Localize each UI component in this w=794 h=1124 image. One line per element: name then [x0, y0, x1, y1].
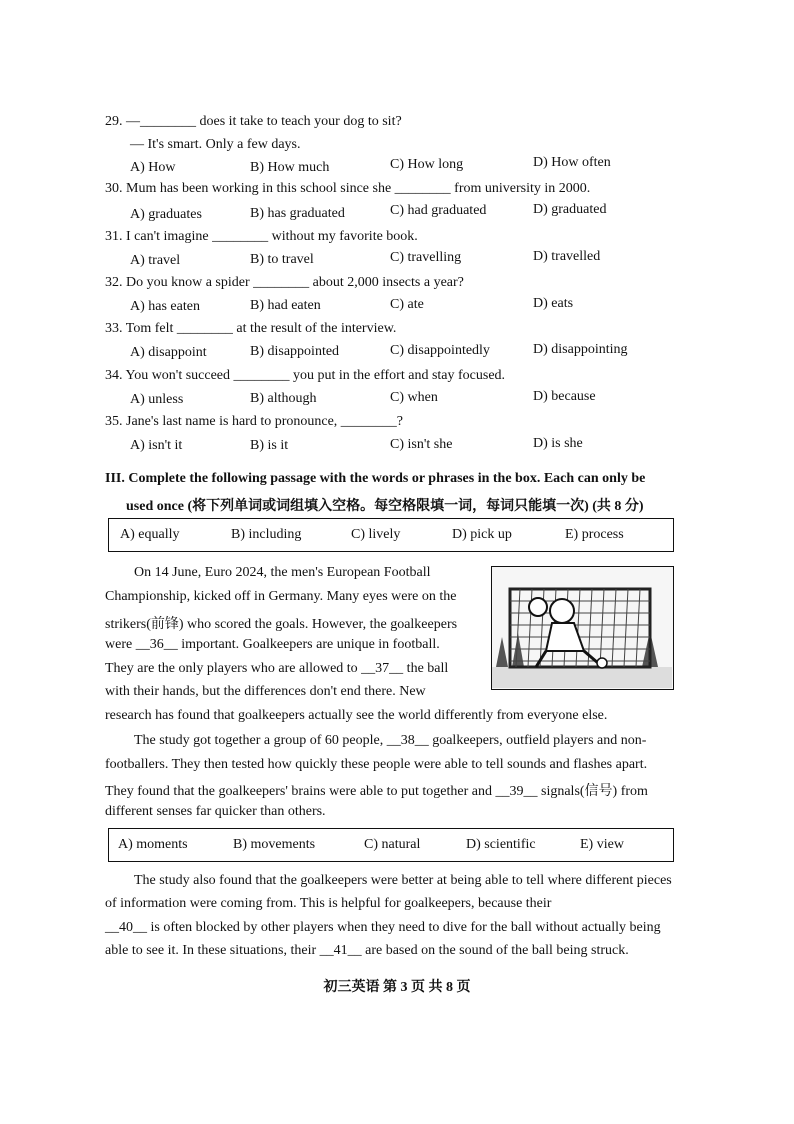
passage1-line: research has found that goalkeepers actually see the world differently from everyone else.: [105, 708, 608, 723]
passage2-line: footballers. They then tested how quickly these people were able to tell sounds and flashes apart.: [105, 757, 648, 772]
q33-option-a: A) disappoint: [130, 345, 207, 360]
passage3-line: The study also found that the goalkeepers were better at being able to tell where different pieces: [134, 873, 672, 888]
question-32-stem: 32. Do you know a spider ________ about 2,000 insects a year?: [105, 275, 464, 290]
q30-option-c: C) had graduated: [390, 203, 487, 218]
question-33-stem: 33. Tom felt ________ at the result of the interview.: [105, 321, 397, 336]
passage3-line: __40__ is often blocked by other players when they need to dive for the ball without actually being: [105, 920, 661, 935]
box1-word-e: E) process: [565, 527, 624, 542]
q34-option-c: C) when: [390, 390, 438, 405]
q34-option-d: D) because: [533, 389, 596, 404]
passage3-line: able to see it. In these situations, their __41__ are based on the sound of the ball being struck.: [105, 943, 629, 958]
box2-word-d: D) scientific: [466, 837, 536, 852]
page-footer: 初三英语 第 3 页 共 8 页: [323, 980, 471, 995]
section-3-heading: III. Complete the following passage with the words or phrases in the box. Each can only be: [105, 471, 646, 486]
q32-option-b: B) had eaten: [250, 298, 321, 313]
box2-word-c: C) natural: [364, 837, 421, 852]
passage2-line: The study got together a group of 60 people, __38__ goalkeepers, outfield players and non-: [134, 733, 647, 748]
box1-word-a: A) equally: [120, 527, 180, 542]
passage2-line: different senses far quicker than others.: [105, 804, 326, 819]
passage1-line: They are the only players who are allowed to __37__ the ball: [105, 661, 449, 676]
q29-option-b: B) How much: [250, 160, 330, 175]
q35-option-c: C) isn't she: [390, 437, 453, 452]
q31-option-c: C) travelling: [390, 250, 462, 265]
box2-word-b: B) movements: [233, 837, 316, 852]
q33-option-d: D) disappointing: [533, 342, 628, 357]
q33-option-b: B) disappointed: [250, 344, 340, 359]
word-box-2: [108, 828, 674, 862]
passage1-line: strikers(前锋) who scored the goals. However, the goalkeepers: [105, 617, 458, 632]
q31-option-b: B) to travel: [250, 252, 314, 267]
passage1-line: with their hands, but the differences don't end there. New: [105, 684, 426, 699]
q30-option-b: B) has graduated: [250, 206, 345, 221]
question-35-stem: 35. Jane's last name is hard to pronounce, ________?: [105, 414, 404, 429]
q31-option-d: D) travelled: [533, 249, 601, 264]
word-box-1: [108, 518, 674, 552]
question-29-reply: — It's smart. Only a few days.: [130, 137, 301, 152]
passage3-line: of information were coming from. This is helpful for goalkeepers, because their: [105, 896, 552, 911]
passage1-line: were __36__ important. Goalkeepers are unique in football.: [105, 637, 440, 652]
section-3-instructions: used once (将下列单词或词组填入空格。每空格限填一词，每词只能填一次) (共 8 分): [126, 499, 644, 514]
passage1-line: On 14 June, Euro 2024, the men's European Football: [134, 565, 431, 580]
goalkeeper-illustration: [491, 566, 674, 690]
q29-option-d: D) How often: [533, 155, 611, 170]
box1-word-d: D) pick up: [452, 527, 512, 542]
q35-option-a: A) isn't it: [130, 438, 183, 453]
q34-option-a: A) unless: [130, 392, 184, 407]
box1-word-c: C) lively: [351, 527, 401, 542]
passage1-line: Championship, kicked off in Germany. Many eyes were on the: [105, 589, 457, 604]
box2-word-e: E) view: [580, 837, 624, 852]
q34-option-b: B) although: [250, 391, 317, 406]
q32-option-c: C) ate: [390, 297, 424, 312]
q29-option-a: A) How: [130, 160, 176, 175]
question-29-stem: 29. —________ does it take to teach your dog to sit?: [105, 114, 402, 129]
question-30-stem: 30. Mum has been working in this school since she ________ from university in 2000.: [105, 181, 591, 196]
passage2-line: They found that the goalkeepers' brains were able to put together and __39__ signals(信号) from: [105, 784, 648, 799]
q29-option-c: C) How long: [390, 157, 464, 172]
question-34-stem: 34. You won't succeed ________ you put in the effort and stay focused.: [105, 368, 506, 383]
q31-option-a: A) travel: [130, 253, 181, 268]
question-31-stem: 31. I can't imagine ________ without my favorite book.: [105, 229, 418, 244]
q30-option-d: D) graduated: [533, 202, 607, 217]
box2-word-a: A) moments: [118, 837, 188, 852]
q32-option-d: D) eats: [533, 296, 574, 311]
box1-word-b: B) including: [231, 527, 302, 542]
q35-option-d: D) is she: [533, 436, 583, 451]
q32-option-a: A) has eaten: [130, 299, 200, 314]
q33-option-c: C) disappointedly: [390, 343, 490, 358]
q30-option-a: A) graduates: [130, 207, 202, 222]
q35-option-b: B) is it: [250, 438, 289, 453]
